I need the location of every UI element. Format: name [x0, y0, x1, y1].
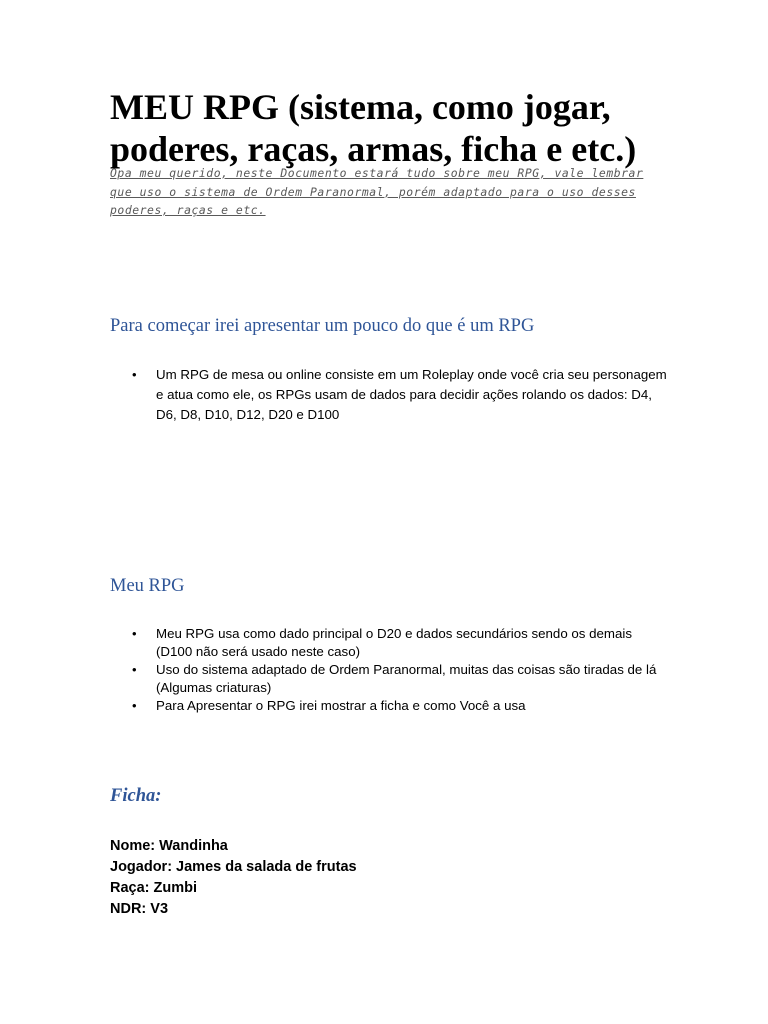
list-item-text: Meu RPG usa como dado principal o D20 e dados secundários sendo os demais (D100 não será usado neste caso)	[156, 626, 633, 659]
list-item-text: Um RPG de mesa ou online consiste em um Roleplay onde você cria seu personagem e atua como ele, os RPGs usam de dados para decidir ações rolando os dados: D4, D6, D8, D10, D12, D20 e D100	[156, 367, 667, 422]
list-item	[110, 365, 670, 425]
section-heading-meu-rpg: Meu RPG	[110, 576, 185, 596]
sheet-field-jogador: Jogador: James da salada de frutas	[110, 859, 357, 875]
intro-paragraph: Opa meu querido, neste Documento estará tudo sobre meu RPG, vale lembrar que uso o sistema de Ordem Paranormal, porém adaptado para o uso desses poderes, raças e etc.	[110, 166, 644, 217]
bullet-icon: •	[132, 662, 137, 677]
list-item	[110, 697, 670, 715]
section-heading-what-is-rpg: Para começar irei apresentar um pouco do que é um RPG	[110, 316, 535, 336]
list-item	[110, 625, 670, 661]
meu-rpg-list	[110, 625, 670, 715]
bullet-icon: •	[132, 367, 137, 382]
document-title: MEU RPG (sistema, como jogar, poderes, raças, armas, ficha e etc.)	[110, 87, 637, 169]
sheet-field-raca: Raça: Zumbi	[110, 880, 198, 896]
section-heading-ficha: Ficha:	[110, 786, 162, 806]
bullet-icon: •	[132, 698, 137, 713]
list-item	[110, 661, 670, 697]
bullet-icon: •	[132, 626, 137, 641]
character-sheet	[110, 836, 357, 920]
sheet-field-nome: Nome: Wandinha	[110, 838, 228, 854]
sheet-field-ndr: NDR: V3	[110, 901, 169, 917]
list-item-text: Uso do sistema adaptado de Ordem Paranormal, muitas das coisas são tiradas de lá (Algumas criaturas)	[156, 662, 657, 695]
list-item-text: Para Apresentar o RPG irei mostrar a ficha e como Você a usa	[156, 698, 526, 713]
what-is-rpg-list	[110, 365, 670, 425]
